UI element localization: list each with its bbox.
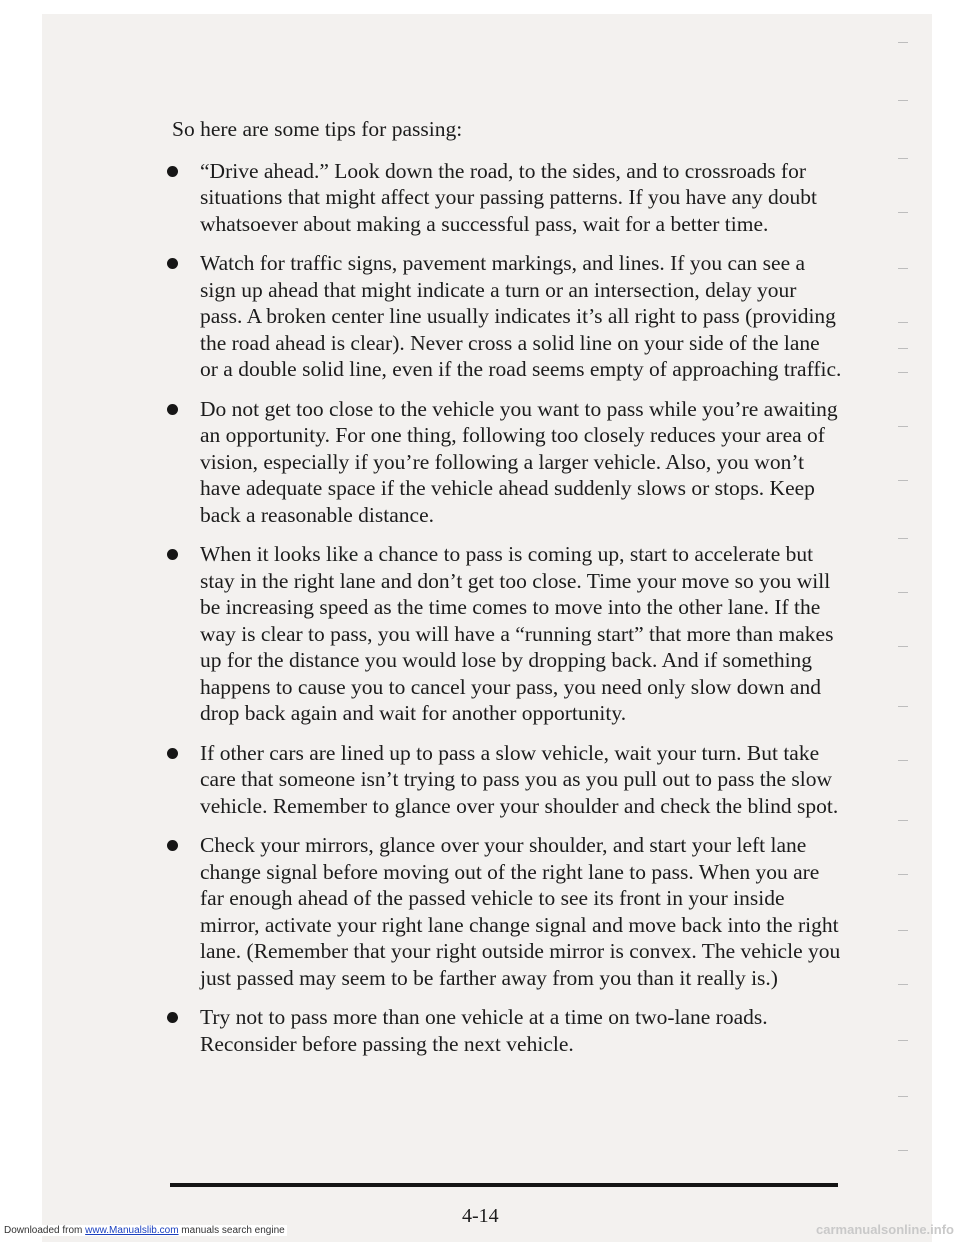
tip-text: Do not get too close to the vehicle you want to pass while you’re awaiting an opportunity. For one thing, following too closely reduces your area of vision, especially if you’re following a larger vehicle. Also, you won’t have adequate space if the vehicle ahead suddenly slows or stops. Keep back a reasonable distance. (200, 396, 838, 527)
page-content (172, 116, 842, 1070)
download-suffix: manuals search engine (178, 1225, 285, 1236)
tip-text: “Drive ahead.” Look down the road, to the sides, and to crossroads for situations that might affect your passing patterns. If you have any doubt whatsoever about making a successful pass, wait for a better time. (200, 158, 818, 236)
site-watermark: carmanualsonline.info (816, 1222, 954, 1237)
list-item (172, 158, 842, 238)
bullet-icon (167, 258, 178, 269)
bullet-icon (167, 166, 178, 177)
bullet-icon (167, 549, 178, 560)
passing-tips-list (172, 158, 842, 1058)
download-prefix: Downloaded from (4, 1225, 86, 1236)
tip-text: When it looks like a chance to pass is coming up, start to accelerate but stay in the right lane and don’t get too close. Time your move so you will be increasing speed as the time comes to move into the other lane. If the way is clear to pass, you will have a “running start” that more than makes up for the distance you would lose by dropping back. And if something happens to cause you to cancel your pass, you need only slow down and drop back again and wait for another opportunity. (200, 542, 834, 725)
list-item (172, 1004, 842, 1057)
page-number: 4-14 (462, 1205, 499, 1227)
list-item (172, 396, 842, 529)
bullet-icon (167, 1012, 178, 1023)
tip-text: If other cars are lined up to pass a slow vehicle, wait your turn. But take care that someone isn’t trying to pass you as you pull out to pass the slow vehicle. Remember to glance over your shoulder and check the blind spot. (200, 740, 839, 818)
intro-text: So here are some tips for passing: (172, 117, 463, 141)
tip-text: Check your mirrors, glance over your shoulder, and start your left lane change signal before moving out of the right lane to pass. When you are far enough ahead of the passed vehicle to see its front in your inside mirror, activate your right lane change signal and move back into the right lane. (Remember that your right outside mirror is convex. The vehicle you just passed may seem to be farther away from you than it really is.) (200, 833, 841, 990)
list-item (172, 250, 842, 383)
footer-rule (170, 1183, 838, 1187)
list-item (172, 541, 842, 727)
bullet-icon (167, 404, 178, 415)
download-note (2, 1225, 287, 1236)
tip-text: Watch for traffic signs, pavement markings, and lines. If you can see a sign up ahead that might indicate a turn or an intersection, delay your pass. A broken center line usually indicates it’s all right to pass (providing the road ahead is clear). Never cross a solid line on your side of the lane or a double solid line, even if the road seems empty of approaching traffic. (200, 251, 842, 381)
top-margin (0, 0, 960, 14)
page-edge-marks (890, 0, 930, 1242)
bullet-icon (167, 840, 178, 851)
tip-text: Try not to pass more than one vehicle at a time on two-lane roads. Reconsider before passing the next vehicle. (200, 1005, 768, 1056)
list-item (172, 832, 842, 991)
bullet-icon (167, 748, 178, 759)
manualslib-link[interactable]: www.Manualslib.com (85, 1225, 179, 1236)
list-item (172, 740, 842, 820)
